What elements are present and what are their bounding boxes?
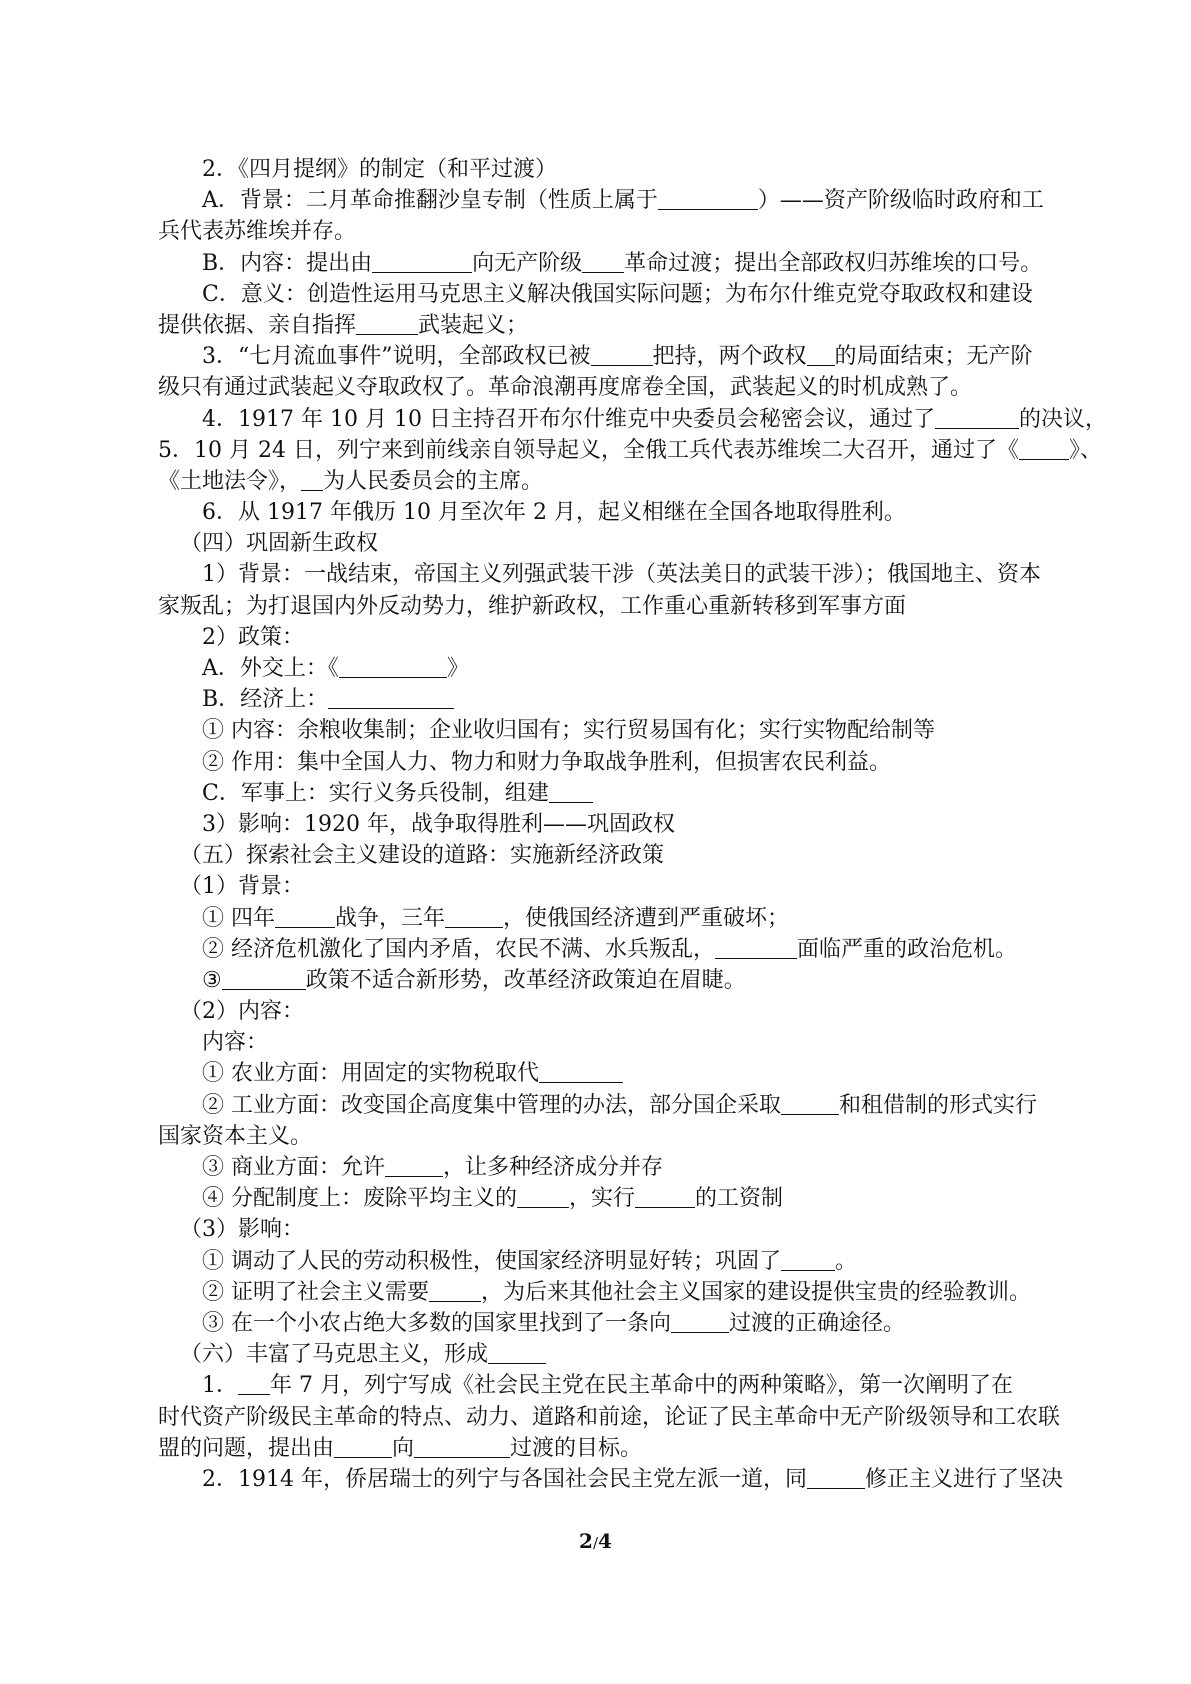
line-text: 为人民委员会的主席。 — [323, 468, 544, 494]
fill-in-blank — [935, 406, 1019, 429]
fill-in-blank — [372, 250, 472, 273]
line-text: ④ 分配制度上：废除平均主义的 — [202, 1186, 517, 1212]
text-line — [158, 965, 1093, 996]
text-line — [158, 1433, 1093, 1464]
line-text: 1）背景：一战结束，帝国主义列强武装干涉（英法美日的武装干涉）；俄国地主、资本 — [202, 562, 1041, 588]
fill-in-blank — [591, 343, 653, 366]
line-text: 向无产阶级 — [472, 250, 583, 276]
line-text: 向 — [392, 1435, 415, 1461]
line-text: 兵代表苏维埃并存。 — [158, 219, 357, 245]
fill-in-blank — [549, 780, 593, 803]
line-text: 武装起义； — [418, 312, 529, 338]
line-text: ，实行 — [569, 1186, 636, 1212]
line-text: 2）政策： — [202, 624, 304, 650]
line-text: ① 调动了人民的劳动积极性，使国家经济明显好转；巩固了 — [202, 1248, 781, 1274]
fill-in-blank — [445, 905, 503, 928]
text-line — [158, 1370, 1093, 1401]
fill-in-blank — [488, 1341, 546, 1364]
line-text: 的决议， — [1018, 406, 1107, 432]
line-text: 的局面结束；无产阶 — [834, 344, 1033, 370]
line-text: 提供依据、亲自指挥 — [158, 312, 357, 338]
line-text: ② 工业方面：改变国企高度集中管理的办法，部分国企采取 — [202, 1092, 781, 1118]
line-text: 政策不适合新形势，改革经济政策迫在眉睫。 — [305, 967, 746, 993]
fill-in-blank — [539, 1060, 623, 1083]
text-line — [158, 497, 1093, 528]
line-text: A．背景：二月革命推翻沙皇专制（性质上属于 — [202, 188, 658, 214]
line-text: 年 7 月，列宁写成《社会民主党在民主革命中的两种策略》，第一次阐明了在 — [270, 1373, 1013, 1399]
line-text: 面临严重的政治危机。 — [797, 936, 1018, 962]
text-line — [158, 341, 1093, 372]
text-line — [158, 435, 1102, 466]
fill-in-blank — [222, 967, 306, 990]
text-line — [158, 1183, 1093, 1214]
text-line — [158, 778, 1093, 809]
fill-in-blank — [582, 250, 624, 273]
line-text: 。 — [835, 1248, 858, 1274]
line-text: 5．10 月 24 日，列宁来到前线亲自领导起义，全俄工兵代表苏维埃二大召开，通过了《 — [158, 437, 1019, 463]
text-line — [158, 809, 1093, 840]
line-text: 3．“七月流血事件”说明，全部政权已被 — [202, 344, 591, 370]
text-line — [158, 1308, 1093, 1339]
fill-in-blank — [635, 1185, 695, 1208]
fill-in-blank — [414, 1435, 510, 1458]
text-line — [158, 1090, 1093, 1121]
fill-in-blank — [339, 655, 447, 678]
page-number — [0, 1529, 1191, 1553]
fill-in-blank — [301, 468, 323, 491]
text-line — [158, 216, 1093, 247]
line-text: 和租借制的形式实行 — [839, 1092, 1038, 1118]
fill-in-blank — [671, 1310, 729, 1333]
text-line — [158, 684, 1093, 715]
line-text: ① 四年 — [202, 905, 275, 931]
line-text: （1）背景： — [180, 874, 304, 900]
fill-in-blank — [807, 1466, 865, 1489]
document-body — [158, 154, 1107, 1495]
line-text: ② 证明了社会主义需要 — [202, 1279, 429, 1305]
line-text: ，让多种经济成分并存 — [443, 1155, 664, 1180]
text-line — [158, 1027, 1093, 1058]
line-text: 内容： — [202, 1030, 269, 1056]
line-text: 时代资产阶级民主革命的特点、动力、道路和前途，论证了民主革命中无产阶级领导和工农联 — [158, 1404, 1061, 1430]
text-line — [158, 310, 1093, 341]
fill-in-blank — [517, 1185, 569, 1208]
text-line — [158, 622, 1093, 653]
line-text: A．外交上：《 — [202, 656, 339, 681]
text-line — [158, 903, 1093, 934]
line-text: 战争，三年 — [335, 905, 446, 931]
line-text: （3）影响： — [180, 1217, 304, 1243]
line-text: ③ — [202, 967, 222, 993]
text-line — [158, 404, 1107, 435]
page-total: 4 — [598, 1529, 612, 1553]
fill-in-blank — [658, 187, 758, 210]
line-text: 》 — [446, 656, 469, 681]
text-line — [158, 279, 1093, 310]
text-line — [158, 1464, 1093, 1495]
text-line — [158, 559, 1093, 590]
line-text: 1． — [202, 1373, 238, 1399]
line-text: 盟的问题，提出由 — [158, 1435, 335, 1461]
line-text: 3）影响：1920 年，战争取得胜利——巩固政权 — [202, 811, 675, 837]
fill-in-blank — [385, 1154, 443, 1177]
line-text: ② 经济危机激化了国内矛盾，农民不满、水兵叛乱， — [202, 936, 715, 962]
page-current: 2 — [579, 1529, 593, 1553]
line-text: 国家资本主义。 — [158, 1123, 313, 1149]
line-text: ① 农业方面：用固定的实物税取代 — [202, 1061, 539, 1087]
text-line — [158, 528, 1093, 559]
text-line — [158, 372, 1093, 403]
line-text: ，使俄国经济遭到严重破坏； — [503, 905, 790, 931]
line-text: （五）探索社会主义建设的道路：实施新经济政策 — [180, 843, 665, 869]
text-line — [158, 1402, 1093, 1433]
text-line — [158, 747, 1093, 778]
fill-in-blank — [356, 312, 418, 335]
text-line — [158, 1277, 1093, 1308]
line-text: 革命过渡；提出全部政权归苏维埃的口号。 — [624, 250, 1043, 276]
text-line — [158, 715, 1093, 746]
line-text: 把持，两个政权 — [652, 344, 807, 370]
text-line — [158, 653, 1093, 684]
text-line — [158, 1152, 1093, 1183]
text-line — [158, 934, 1093, 965]
line-text: B．内容：提出由 — [202, 250, 373, 276]
fill-in-blank — [328, 686, 454, 709]
line-text: B．经济上： — [202, 687, 329, 713]
line-text: 过渡的目标。 — [510, 1435, 643, 1461]
text-line — [158, 1339, 1093, 1370]
line-text: 过渡的正确途径。 — [729, 1310, 906, 1336]
line-text: ② 作用：集中全国人力、物力和财力争取战争胜利，但损害农民利益。 — [202, 749, 891, 775]
line-text: 级只有通过武装起义夺取政权了。革命浪潮再度席卷全国，武装起义的时机成熟了。 — [158, 375, 973, 401]
fill-in-blank — [275, 905, 335, 928]
text-line — [158, 248, 1093, 279]
text-line — [158, 154, 1093, 185]
line-text: C．意义：创造性运用马克思主义解决俄国实际问题；为布尔什维克党夺取政权和建设 — [202, 281, 1033, 307]
text-line — [158, 1058, 1093, 1089]
line-text: ③ 在一个小农占绝大多数的国家里找到了一条向 — [202, 1310, 671, 1336]
text-line — [158, 1214, 1093, 1245]
line-text: ③ 商业方面：允许 — [202, 1155, 385, 1180]
fill-in-blank — [334, 1435, 392, 1458]
line-text: 4．1917 年 10 月 10 日主持召开布尔什维克中央委员会秘密会议，通过了 — [202, 406, 935, 432]
fill-in-blank — [807, 343, 835, 366]
fill-in-blank — [429, 1279, 481, 1302]
fill-in-blank — [715, 936, 797, 959]
line-text: 的工资制 — [695, 1186, 784, 1212]
fill-in-blank — [781, 1092, 839, 1115]
page-separator: / — [592, 1534, 599, 1552]
line-text: 》、 — [1068, 437, 1102, 463]
line-text: ）——资产阶级临时政府和工 — [757, 188, 1044, 214]
fill-in-blank — [238, 1372, 270, 1395]
line-text: （六）丰富了马克思主义，形成 — [180, 1342, 489, 1368]
line-text: ① 内容：余粮收集制；企业收归国有；实行贸易国有化；实行实物配给制等 — [202, 718, 935, 744]
line-text: 《土地法令》， — [158, 468, 302, 494]
text-line — [158, 185, 1093, 216]
text-line — [158, 996, 1093, 1027]
line-text: （2）内容： — [180, 999, 304, 1025]
line-text: （四）巩固新生政权 — [180, 531, 379, 557]
line-text: C．军事上：实行义务兵役制，组建 — [202, 780, 549, 806]
text-line — [158, 466, 1093, 497]
text-line — [158, 840, 1093, 871]
line-text: 6．从 1917 年俄历 10 月至次年 2 月，起义相继在全国各地取得胜利。 — [202, 500, 906, 526]
line-text: 2．1914 年，侨居瑞士的列宁与各国社会民主党左派一道，同 — [202, 1466, 807, 1492]
text-line — [158, 591, 1093, 622]
line-text: 修正主义进行了坚决 — [864, 1466, 1063, 1492]
text-line — [158, 871, 1093, 902]
fill-in-blank — [781, 1248, 835, 1271]
text-line — [158, 1121, 1093, 1152]
fill-in-blank — [1019, 437, 1069, 460]
line-text: 家叛乱；为打退国内外反动势力，维护新政权，工作重心重新转移到军事方面 — [158, 593, 907, 619]
text-line — [158, 1246, 1093, 1277]
line-text: 2．《四月提纲》的制定（和平过渡） — [202, 157, 557, 182]
line-text: ，为后来其他社会主义国家的建设提供宝贵的经验教训。 — [481, 1279, 1032, 1305]
